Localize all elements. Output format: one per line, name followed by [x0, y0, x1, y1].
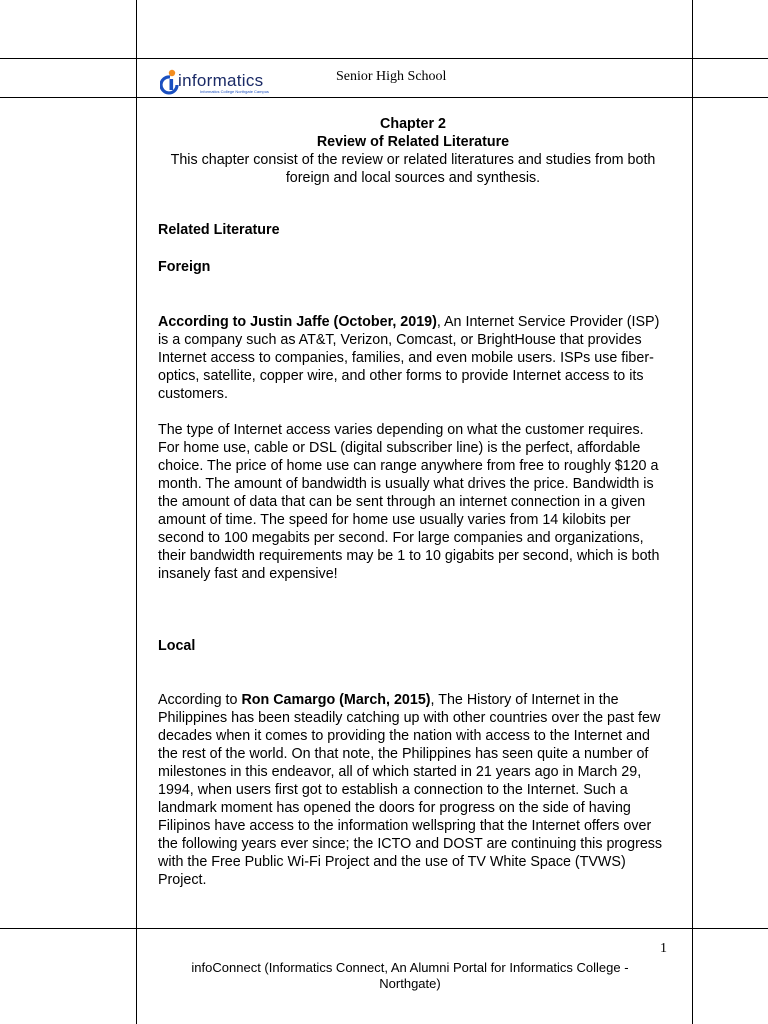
footer-text: infoConnect (Informatics Connect, An Alumni Portal for Informatics College - Northgate)	[191, 960, 629, 991]
chapter-intro: This chapter consist of the review or related literatures and studies from both foreign and local sources and synthesis.	[170, 152, 656, 186]
logo-mark-icon	[160, 68, 180, 96]
logo-subtext: Informatics College Northgate Campus	[200, 89, 269, 94]
header-line-bottom	[0, 97, 768, 98]
header-line-top	[0, 58, 768, 59]
document-body	[158, 115, 668, 889]
school-label: Senior High School	[336, 69, 447, 84]
page-number: 1	[660, 941, 667, 956]
heading-foreign: Foreign	[158, 259, 211, 275]
informatics-logo	[160, 68, 305, 96]
chapter-title: Review of Related Literature	[316, 134, 510, 150]
paragraph-internet-access: The type of Internet access varies depending on what the customer requires. For home use, cable or DSL (digital subscriber line) is the perfect, affordable choice. The price of home use can range anywhere from free to roughly $120 a month. The amount of bandwidth is usually what drives the price. Bandwidth is the amount of data that can be sent through an internet connection in a given amount of time. The speed for home use usually varies from 14 kilobits per second to 100 megabits per second. For large companies and organizations, their bandwidth requirements may be 1 to 10 gigabits per second, which is both insanely fast and expensive!	[158, 422, 660, 582]
citation-jaffe: According to Justin Jaffe (October, 2019)	[158, 314, 437, 330]
paragraph-camargo-lead: According to	[158, 692, 242, 708]
margin-line-left	[136, 0, 137, 1024]
margin-line-right	[692, 0, 693, 1024]
paragraph-jaffe	[158, 313, 668, 403]
heading-related-literature: Related Literature	[158, 222, 280, 238]
paragraph-camargo-text: , The History of Internet in the Philippines has been steadily catching up with other countries over the past few decades when it comes to providing the nation with access to the Internet and the rest of the world. On that note, the Philippines has seen quite a number of milestones in this endeavor, all of which started in 21 years ago in March 29, 1994, when users first got to establish a connection to the Internet. Such a landmark moment has opened the doors for progress on the side of having Filipinos have access to the information wellspring that the Internet offers over the following years ever since; the ICTO and DOST are continuing this progress with the Free Public Wi-Fi Project and the use of TV White Space (TVWS) Project.	[158, 692, 663, 888]
citation-camargo: Ron Camargo (March, 2015)	[241, 692, 431, 708]
paragraph-jaffe-text: , An Internet Service Provider (ISP) is a company such as AT&T, Verizon, Comcast, or BrightHouse that provides Internet access to companies, families, and even mobile users. ISPs use fiber-optics, satellite, copper wire, and other forms to provide Internet access to its customers.	[158, 314, 660, 402]
heading-local: Local	[158, 638, 196, 654]
paragraph-camargo	[158, 691, 668, 889]
footer-line	[0, 928, 768, 929]
logo-wordmark: informatics	[178, 71, 264, 90]
chapter-number: Chapter 2	[380, 116, 446, 132]
